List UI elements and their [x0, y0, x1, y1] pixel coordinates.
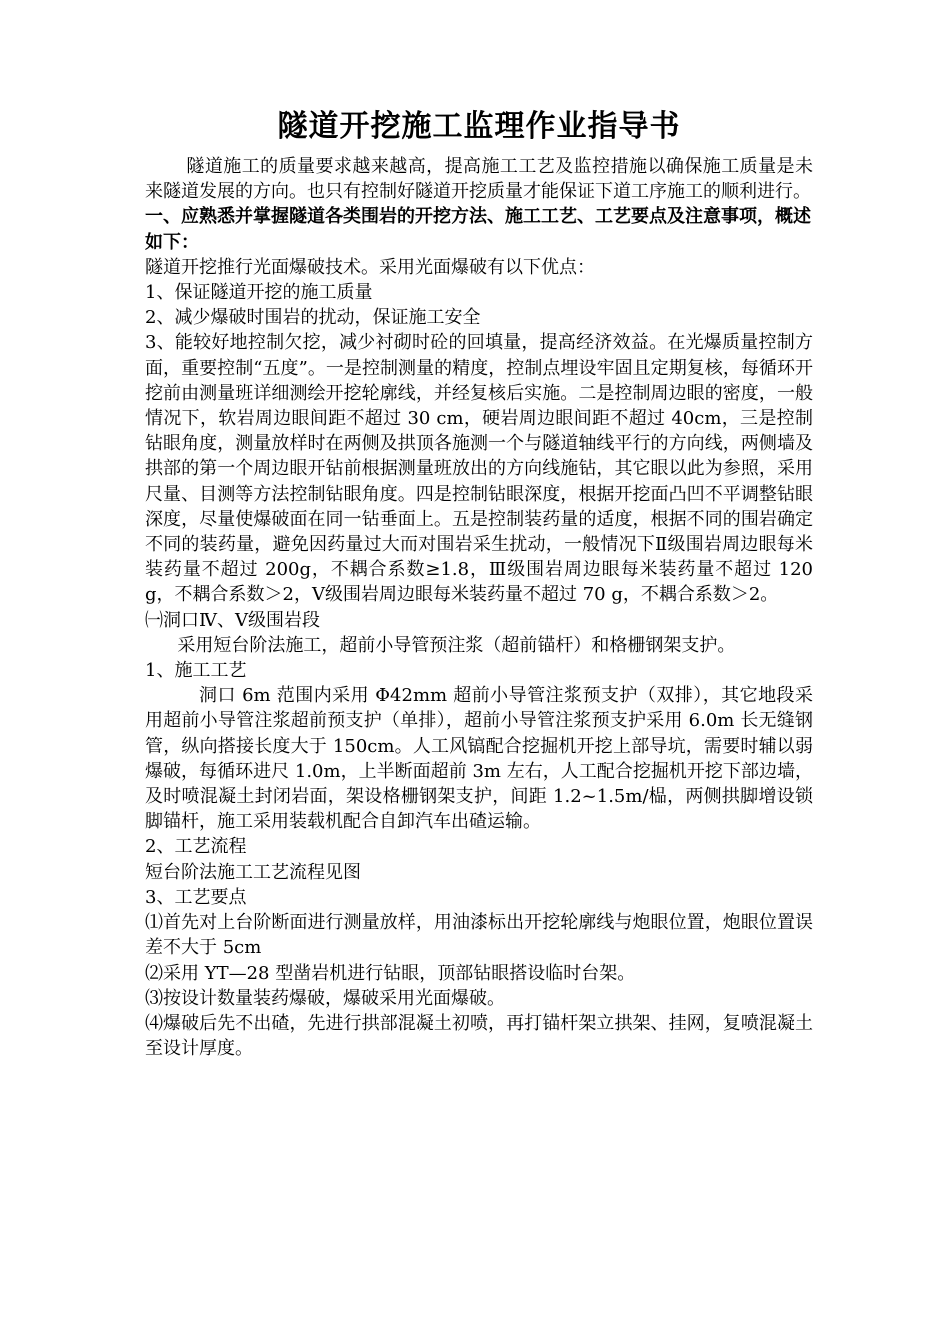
construction-process-heading: 1、施工工艺 [145, 660, 247, 682]
advantage-item-3: 3、能较好地控制欠挖，减少衬砌时砼的回填量，提高经济效益。在光爆质量控制方面，重要控制“五度”。一是控制测量的精度，控制点埋设牢固且定期复核，每循环开挖前由测量班详细测绘开挖轮廓线，并经复核后实施。二是控制周边眼的密度，一般情况下，软岩周边眼间距不超过 30 cm，硬岩周边眼间距不超过 40cm，三是控制钻眼角度，测量放样时在两侧及拱顶各施测一个与隧道轴线平行的方向线，两侧墙及拱部的第一个周边眼开钻前根据测量班放出的方向线施钻，其它眼以此为参照，采用尺量、目测等方法控制钻眼角度。四是控制钻眼深度，根据开挖面凸凹不平调整钻眼深度，尽量使爆破面在同一钻垂面上。五是控制装药量的适度，根据不同的围岩确定不同的装药量，避免因药量过大而对围岩采生扰动，一般情况下Ⅱ级围岩周边眼每米装药量不超过 200g，不耦合系数≥1.8，Ⅲ级围岩周边眼每米装药量不超过 120 g，不耦合系数＞2，Ⅴ级围岩周边眼每米装药量不超过 70 g，不耦合系数＞2。 [145, 332, 813, 606]
flow-heading: 2、工艺流程 [145, 836, 247, 858]
key-point-3: ⑶按设计数量装药爆破，爆破采用光面爆破。 [145, 987, 505, 1009]
intro-paragraph: 隧道施工的质量要求越来越高，提高施工工艺及监控措施以确保施工质量是未来隧道发展的方向。也只有控制好隧道开挖质量才能保证下道工序施工的顺利进行。 [145, 156, 813, 203]
subsection-1-heading: ㈠洞口Ⅳ、Ⅴ级围岩段 [145, 609, 320, 631]
section-1-heading: 一、应熟悉并掌握隧道各类围岩的开挖方法、施工工艺、工艺要点及注意事项，概述如下： [145, 206, 811, 253]
document-page [145, 102, 813, 1061]
key-point-1: ⑴首先对上台阶断面进行测量放样，用油漆标出开挖轮廓线与炮眼位置，炮眼位置误差不大于 5cm [145, 912, 813, 959]
flow-text: 短台阶法施工工艺流程见图 [145, 861, 361, 883]
key-point-2: ⑵采用 YT—28 型凿岩机进行钻眼，顶部钻眼搭设临时台架。 [145, 962, 636, 984]
key-points-heading: 3、工艺要点 [145, 886, 247, 908]
document-title: 隧道开挖施工监理作业指导书 [277, 109, 681, 144]
smooth-blasting-intro: 隧道开挖推行光面爆破技术。采用光面爆破有以下优点： [145, 256, 595, 278]
advantage-item-2: 2、减少爆破时围岩的扰动，保证施工安全 [145, 307, 481, 329]
advantage-item-1: 1、保证隧道开挖的施工质量 [145, 282, 373, 304]
subsection-1-method: 采用短台阶法施工，超前小导管预注浆（超前锚杆）和格栅钢架支护。 [177, 634, 736, 656]
construction-process-text: 洞口 6m 范围内采用 Φ42mm 超前小导管注浆预支护（双排），其它地段采用超前小导管注浆超前预支护（单排），超前小导管注浆预支护采用 6.0m 长无缝钢管，纵向搭接长度大于 150cm。人工风镐配合挖掘机开挖上部导坑，需要时辅以弱爆破，每循环进尺 1.0m，上半断面超前 3m 左右，人工配合挖掘机开挖下部边墙，及时喷混凝土封闭岩面，架设格栅钢架支护，间距 1.2~1.5m/榀，两侧拱脚增设锁脚锚杆，施工采用装载机配合自卸汽车出碴运输。 [145, 685, 813, 833]
key-point-4: ⑷爆破后先不出碴，先进行拱部混凝土初喷，再打锚杆架立拱架、挂网，复喷混凝土至设计厚度。 [145, 1012, 813, 1060]
